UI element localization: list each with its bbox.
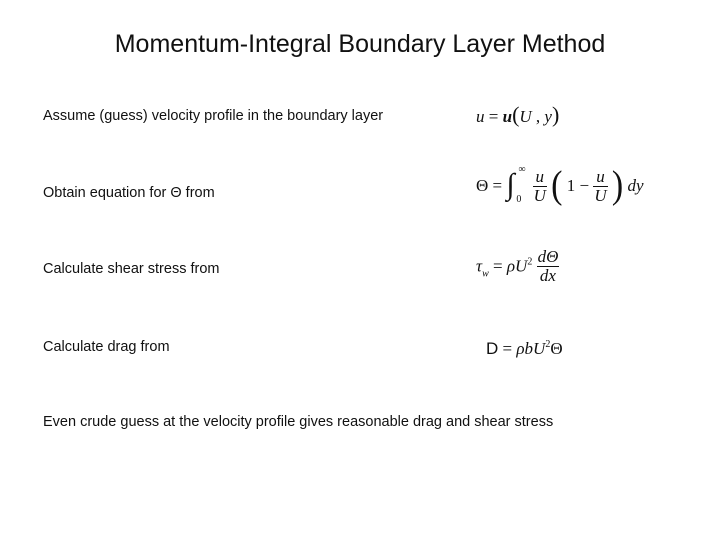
eq2-left-paren: ( — [551, 164, 563, 207]
eq3-equals: = — [493, 256, 503, 276]
step-shear-stress: Calculate shear stress from — [43, 261, 220, 277]
shear-stress-equation — [476, 248, 559, 285]
drag-equation — [486, 339, 563, 359]
integral-sign: ∫ — [506, 168, 515, 201]
eq1-right-paren: ) — [551, 102, 560, 127]
eq1-comma: , — [535, 107, 541, 126]
eq4-D: D — [486, 339, 499, 358]
eq2-integral — [506, 166, 528, 206]
velocity-profile-equation — [476, 102, 559, 128]
eq2-right-paren: ) — [611, 164, 624, 207]
eq4-b: b — [524, 339, 534, 358]
eq2-equals: = — [492, 176, 503, 195]
eq4-rho: ρ — [516, 339, 525, 358]
eq2-lhs: Θ — [476, 176, 489, 195]
eq3-tau-subscript: w — [482, 268, 489, 280]
integral-lower-limit: 0 — [516, 194, 522, 205]
eq1-equals: = — [488, 107, 499, 126]
eq1-lhs: u — [476, 107, 485, 126]
eq3-fraction-dtheta-dx: $\frac{d\Theta}{dx}$ — [537, 247, 559, 285]
eq1-arg-U: U — [519, 107, 532, 126]
eq3-U: U — [515, 256, 528, 276]
eq3-rho: ρ — [506, 256, 516, 276]
step-assume-profile: Assume (guess) velocity profile in the boundary layer — [43, 108, 384, 124]
eq4-theta: Θ — [550, 339, 563, 358]
step-drag: Calculate drag from — [43, 339, 170, 355]
conclusion-text: Even crude guess at the velocity profile gives reasonable drag and shear stress — [43, 414, 554, 430]
eq4-exponent: 2 — [545, 339, 551, 350]
eq1-function: u — [502, 107, 513, 126]
eq4-equals: = — [502, 339, 513, 358]
eq3-exponent: 2 — [527, 256, 533, 268]
integral-upper-limit: ∞ — [518, 164, 526, 175]
eq2-minus: − — [579, 176, 590, 195]
slide-title: Momentum-Integral Boundary Layer Method — [114, 30, 606, 58]
eq1-left-paren: ( — [512, 102, 520, 127]
eq2-fraction-u-over-U: $\frac{u}{U}$ — [533, 166, 546, 205]
eq2-one: 1 — [566, 176, 576, 195]
eq1-arg-y: y — [544, 107, 552, 126]
eq4-U: U — [533, 339, 546, 358]
eq2-dy: dy — [627, 176, 644, 195]
step-obtain-theta: Obtain equation for Θ from — [43, 185, 215, 201]
eq3-tau: τ — [476, 256, 483, 276]
momentum-thickness-equation — [476, 166, 643, 206]
eq2-fraction-u-over-U-2: $\frac{u}{U}$ — [594, 166, 607, 205]
